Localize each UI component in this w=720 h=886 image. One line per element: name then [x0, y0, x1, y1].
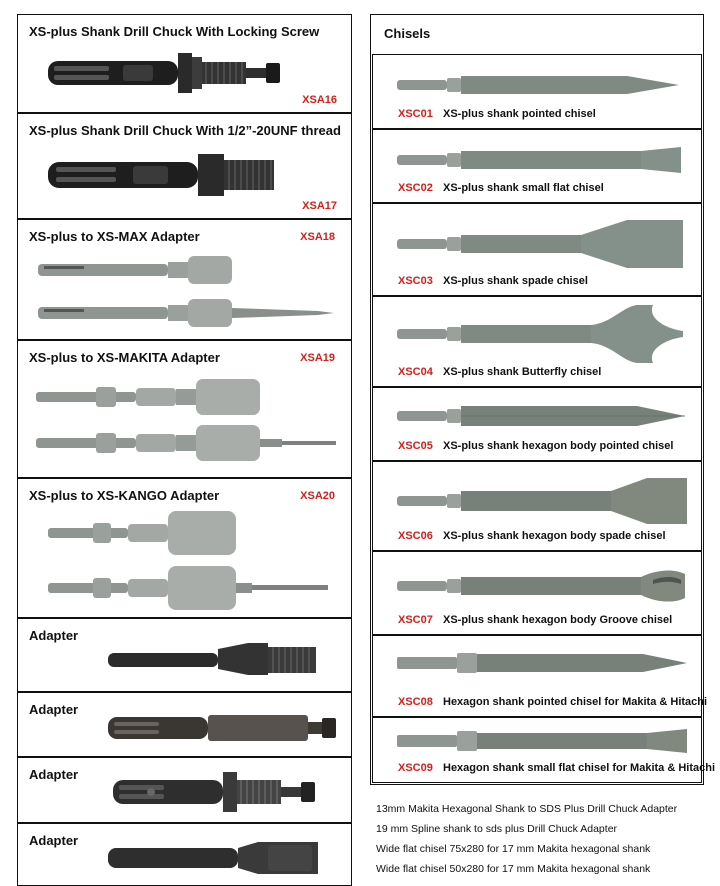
product-code: XSC03: [398, 275, 433, 287]
hexagon-spade-chisel-image: [397, 476, 687, 526]
chisel-xsc01: [372, 54, 702, 129]
note-line: Wide flat chisel 75x280 for 17 mm Makita hexagonal shank: [376, 843, 651, 855]
xs-makita-adapter-image: [36, 375, 341, 469]
section-title: Adapter: [29, 628, 79, 643]
section-xsa19: [17, 340, 352, 478]
makita-pointed-chisel-image: [397, 648, 687, 678]
chisel-xsc08: [372, 635, 708, 717]
product-code: XSC05: [398, 440, 433, 452]
chisel-xsc07: [372, 551, 702, 635]
product-description: XS-plus shank pointed chisel: [443, 108, 596, 120]
xs-max-adapter-image: [38, 252, 338, 336]
xs-kango-adapter-image: [48, 509, 338, 613]
spline-shank-adapter-image: [108, 705, 348, 749]
product-code: XSA17: [302, 200, 337, 212]
spade-chisel-image: [397, 218, 687, 270]
product-code: XSC08: [398, 696, 433, 708]
section-title: Adapter: [29, 702, 79, 717]
section-xsa16: [17, 14, 352, 113]
product-code: XSC01: [398, 108, 433, 120]
chisel-xsc05: [372, 387, 702, 461]
makita-flat-chisel-image: [397, 726, 687, 756]
section-title: Adapter: [29, 833, 79, 848]
butterfly-chisel-image: [397, 303, 687, 365]
section-adapter-2: [17, 692, 352, 757]
small-flat-chisel-image: [397, 142, 687, 178]
drill-chuck-locking-screw-image: [48, 51, 318, 95]
note-line: 13mm Makita Hexagonal Shank to SDS Plus Drill Chuck Adapter: [376, 803, 678, 815]
chisel-xsc02: [372, 129, 702, 203]
section-title: XS-plus Shank Drill Chuck With 1/2”-20UNF thread: [29, 123, 341, 138]
product-code: XSA20: [300, 490, 335, 502]
product-notes: [376, 799, 716, 879]
product-code: XSC09: [398, 762, 433, 774]
product-description: XS-plus shank hexagon body pointed chisel: [443, 440, 674, 452]
pointed-chisel-image: [397, 71, 687, 99]
chisel-xsc09: [372, 717, 716, 783]
chuck-adapter-screw-image: [113, 770, 343, 816]
chisel-xsc06: [372, 461, 702, 551]
section-adapter-3: [17, 757, 352, 823]
product-code: XSA19: [300, 352, 335, 364]
hex-to-sds-adapter-image: [108, 836, 348, 880]
section-xsa17: [17, 113, 352, 219]
product-code: XSA16: [302, 94, 337, 106]
hex-shank-adapter-image: [108, 635, 348, 679]
hexagon-pointed-chisel-image: [397, 402, 687, 430]
section-adapter-1: [17, 618, 352, 692]
product-description: XS-plus shank Butterfly chisel: [443, 366, 602, 378]
section-title: XS-plus to XS-KANGO Adapter: [29, 488, 220, 503]
product-code: XSC02: [398, 182, 433, 194]
chisels-title: Chisels: [384, 26, 431, 41]
product-code: XSA18: [300, 231, 335, 243]
hexagon-groove-chisel-image: [397, 566, 687, 606]
product-description: XS-plus shank hexagon body spade chisel: [443, 530, 666, 542]
product-code: XSC04: [398, 366, 433, 378]
product-description: Hexagon shank pointed chisel for Makita & Hitachi: [443, 696, 708, 708]
product-description: XS-plus shank small flat chisel: [443, 182, 604, 194]
drill-chuck-unf-thread-image: [48, 150, 318, 200]
section-adapter-4: [17, 823, 352, 886]
note-line: Wide flat chisel 50x280 for 17 mm Makita hexagonal shank: [376, 863, 651, 875]
section-title: Adapter: [29, 767, 79, 782]
product-code: XSC07: [398, 614, 433, 626]
section-xsa20: [17, 478, 352, 618]
product-description: XS-plus shank spade chisel: [443, 275, 588, 287]
section-xsa18: [17, 219, 352, 340]
section-title: XS-plus to XS-MAX Adapter: [29, 229, 200, 244]
product-description: Hexagon shank small flat chisel for Makita & Hitachi: [443, 762, 716, 774]
section-title: XS-plus to XS-MAKITA Adapter: [29, 350, 220, 365]
note-line: 19 mm Spline shank to sds plus Drill Chuck Adapter: [376, 823, 618, 835]
product-code: XSC06: [398, 530, 433, 542]
chisel-xsc04: [372, 296, 702, 387]
section-title: XS-plus Shank Drill Chuck With Locking Screw: [29, 24, 320, 39]
product-description: XS-plus shank hexagon body Groove chisel: [443, 614, 673, 626]
chisel-xsc03: [372, 203, 702, 296]
